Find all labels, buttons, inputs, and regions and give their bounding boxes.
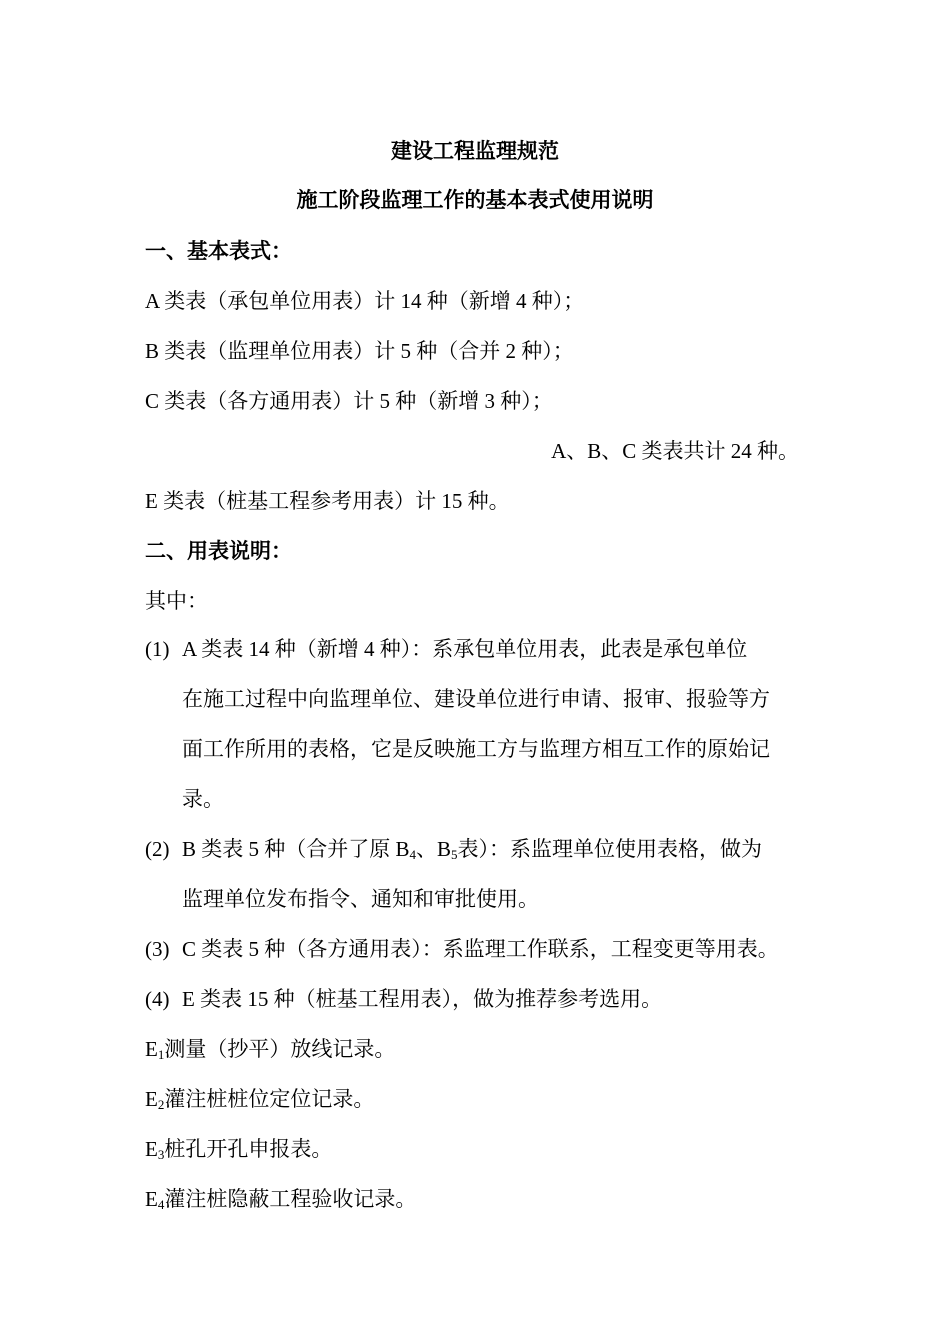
- list-item-text: A 类表 14 种（新增 4 种）：系承包单位用表，此表是承包单位: [182, 637, 748, 661]
- text-segment: 、B: [416, 837, 452, 861]
- list-item-text: 监理单位发布指令、通知和审批使用。: [182, 887, 539, 911]
- list-item-text: 在施工过程中向监理单位、建设单位进行申请、报审、报验等方: [182, 687, 770, 711]
- text-segment: 桩孔开孔申报表。: [164, 1137, 333, 1161]
- text-segment: E: [145, 1037, 158, 1061]
- form-total-line: A、B、C 类表共计 24 种。: [551, 439, 799, 463]
- list-item-body: [182, 834, 822, 934]
- form-type-b-line: B 类表（监理单位用表）计 5 种（合并 2 种）；: [145, 339, 574, 363]
- list-item-number: (4): [145, 987, 170, 1011]
- text-segment: E: [145, 1087, 158, 1111]
- form-type-e-line: E 类表（桩基工程参考用表）计 15 种。: [145, 489, 510, 513]
- section-heading-usage: 二、用表说明：: [145, 539, 292, 563]
- e-form-item: [145, 1134, 825, 1164]
- list-item-text: [182, 834, 822, 884]
- list-item-text: E 类表 15 种（桩基工程用表），做为推荐参考选用。: [182, 987, 663, 1011]
- e-form-item: [145, 1184, 825, 1214]
- usage-intro: 其中：: [145, 589, 208, 613]
- list-item-body: [182, 934, 822, 984]
- document-subtitle: 施工阶段监理工作的基本表式使用说明: [296, 188, 654, 212]
- list-item-body: [182, 984, 822, 1034]
- text-segment: 灌注桩桩位定位记录。: [164, 1087, 375, 1111]
- document-title: 建设工程监理规范: [391, 139, 559, 163]
- subscript: 2: [157, 1097, 165, 1112]
- subscript: 5: [451, 847, 458, 862]
- list-item-text: 录。: [182, 787, 224, 811]
- text-segment: 表）：系监理单位使用表格，做为: [457, 837, 763, 861]
- list-item-number: (3): [145, 937, 170, 961]
- form-type-c-line: C 类表（各方通用表）计 5 种（新增 3 种）；: [145, 389, 553, 413]
- text-segment: E: [145, 1187, 158, 1211]
- subscript: 4: [157, 1197, 165, 1212]
- text-segment: 测量（抄平）放线记录。: [164, 1037, 396, 1061]
- list-item-text: C 类表 5 种（各方通用表）：系监理工作联系，工程变更等用表。: [182, 937, 779, 961]
- list-item-body: [182, 634, 822, 834]
- section-heading-basic-forms: 一、基本表式：: [145, 239, 292, 263]
- form-type-a-line: A 类表（承包单位用表）计 14 种（新增 4 种）；: [145, 289, 585, 313]
- text-segment: 灌注桩隐蔽工程验收记录。: [164, 1187, 417, 1211]
- subscript: 4: [409, 847, 417, 862]
- text-segment: E: [145, 1137, 158, 1161]
- subscript: 3: [157, 1147, 165, 1162]
- list-item-number: (2): [145, 837, 170, 861]
- e-form-item: [145, 1084, 825, 1114]
- text-segment: B 类表 5 种（合并了原 B: [182, 837, 410, 861]
- list-item-number: (1): [145, 637, 170, 661]
- e-form-item: [145, 1034, 825, 1064]
- subscript: 1: [157, 1047, 165, 1062]
- list-item-text: 面工作所用的表格，它是反映施工方与监理方相互工作的原始记: [182, 737, 770, 761]
